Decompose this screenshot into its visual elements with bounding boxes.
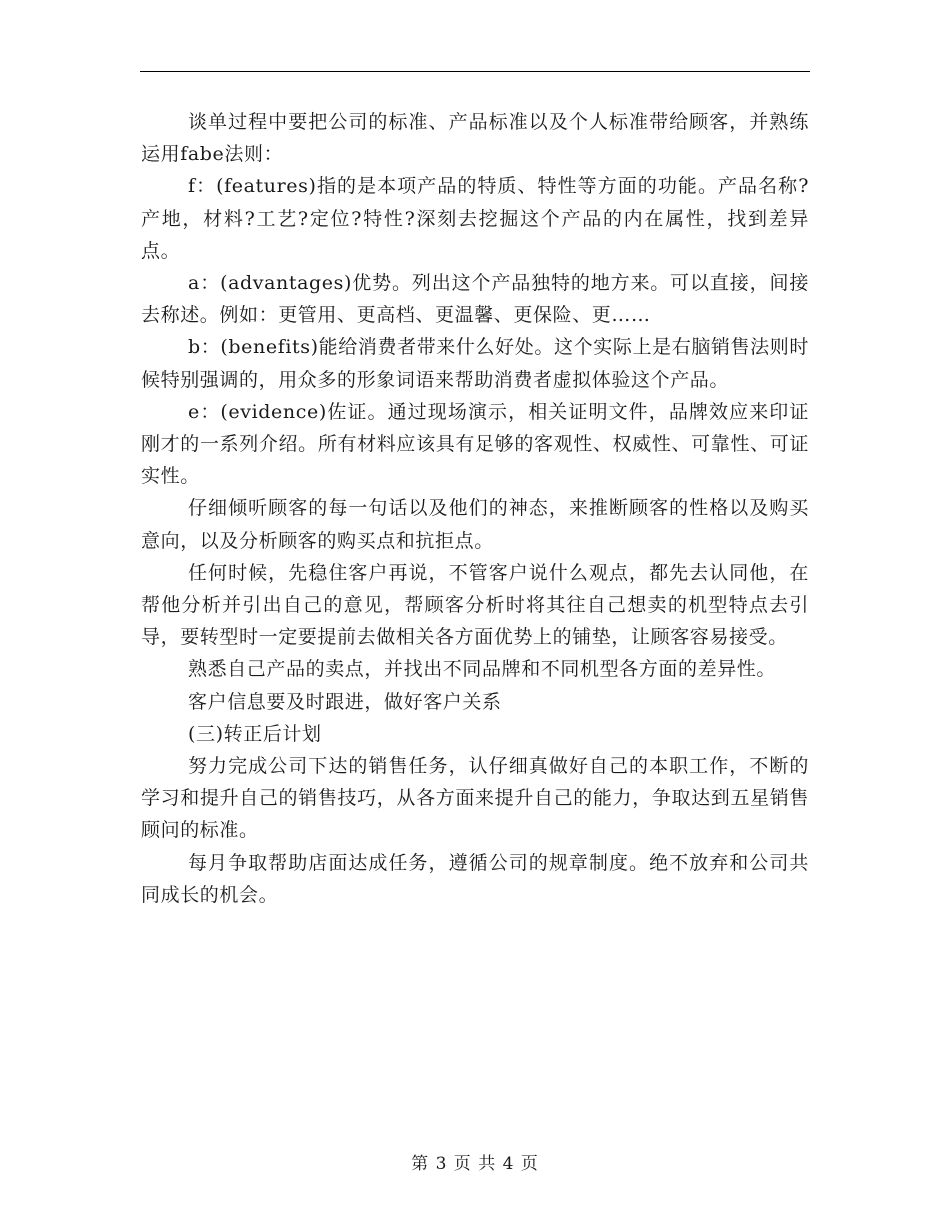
paragraph-fabe-intro: 谈单过程中要把公司的标准、产品标准以及个人标准带给顾客，并熟练运用fabe法则：: [141, 111, 809, 166]
footer-total-pages: 4: [502, 1154, 515, 1174]
paragraph-monthly-goal: 每月争取帮助店面达成任务，遵循公司的规章制度。绝不放弃和公司共同成长的机会。: [141, 851, 809, 906]
paragraph-features: f：(features)指的是本项产品的特质、特性等方面的功能。产品名称?产地，材料?工艺?定位?特性?深刻去挖掘这个产品的内在属性，找到差异点。: [141, 175, 809, 262]
footer-middle: 页 共: [453, 1154, 497, 1174]
paragraph-advantages: a：(advantages)优势。列出这个产品独特的地方来。可以直接，间接去称述。例如：更管用、更高档、更温馨、更保险、更……: [141, 272, 809, 327]
header-rule: [140, 71, 810, 72]
footer-current-page: 3: [435, 1154, 448, 1174]
footer-prefix: 第: [411, 1154, 430, 1174]
section-heading-plan: (三)转正后计划: [188, 722, 322, 745]
footer-suffix: 页: [520, 1154, 539, 1174]
paragraph-evidence: e：(evidence)佐证。通过现场演示，相关证明文件，品牌效应来印证刚才的一系列介绍。所有材料应该具有足够的客观性、权威性、可靠性、可证实性。: [141, 400, 809, 488]
paragraph-listen: 仔细倾听顾客的每一句话以及他们的神态，来推断顾客的性格以及购买意向，以及分析顾客的购买点和抗拒点。: [141, 497, 809, 552]
paragraph-stabilize: 任何时候，先稳住客户再说，不管客户说什么观点，都先去认同他，在帮他分析并引出自己的意见，帮顾客分析时将其往自己想卖的机型特点去引导，要转型时一定要提前去做相关各方面优势上的铺垫，让顾客容易接受。: [141, 561, 809, 649]
paragraph-selling-points: 熟悉自己产品的卖点，并找出不同品牌和不同机型各方面的差异性。: [188, 658, 777, 681]
page-footer: [0, 1153, 950, 1175]
paragraph-benefits: b：(benefits)能给消费者带来什么好处。这个实际上是右脑销售法则时候特别强调的，用众多的形象词语来帮助消费者虚拟体验这个产品。: [141, 336, 809, 391]
document-body: [141, 106, 809, 911]
paragraph-follow-up: 客户信息要及时跟进，做好客户关系: [188, 690, 502, 713]
paragraph-sales-goal: 努力完成公司下达的销售任务，认仔细真做好自己的本职工作，不断的学习和提升自己的销售技巧，从各方面来提升自己的能力，争取达到五星销售顾问的标准。: [141, 755, 809, 842]
